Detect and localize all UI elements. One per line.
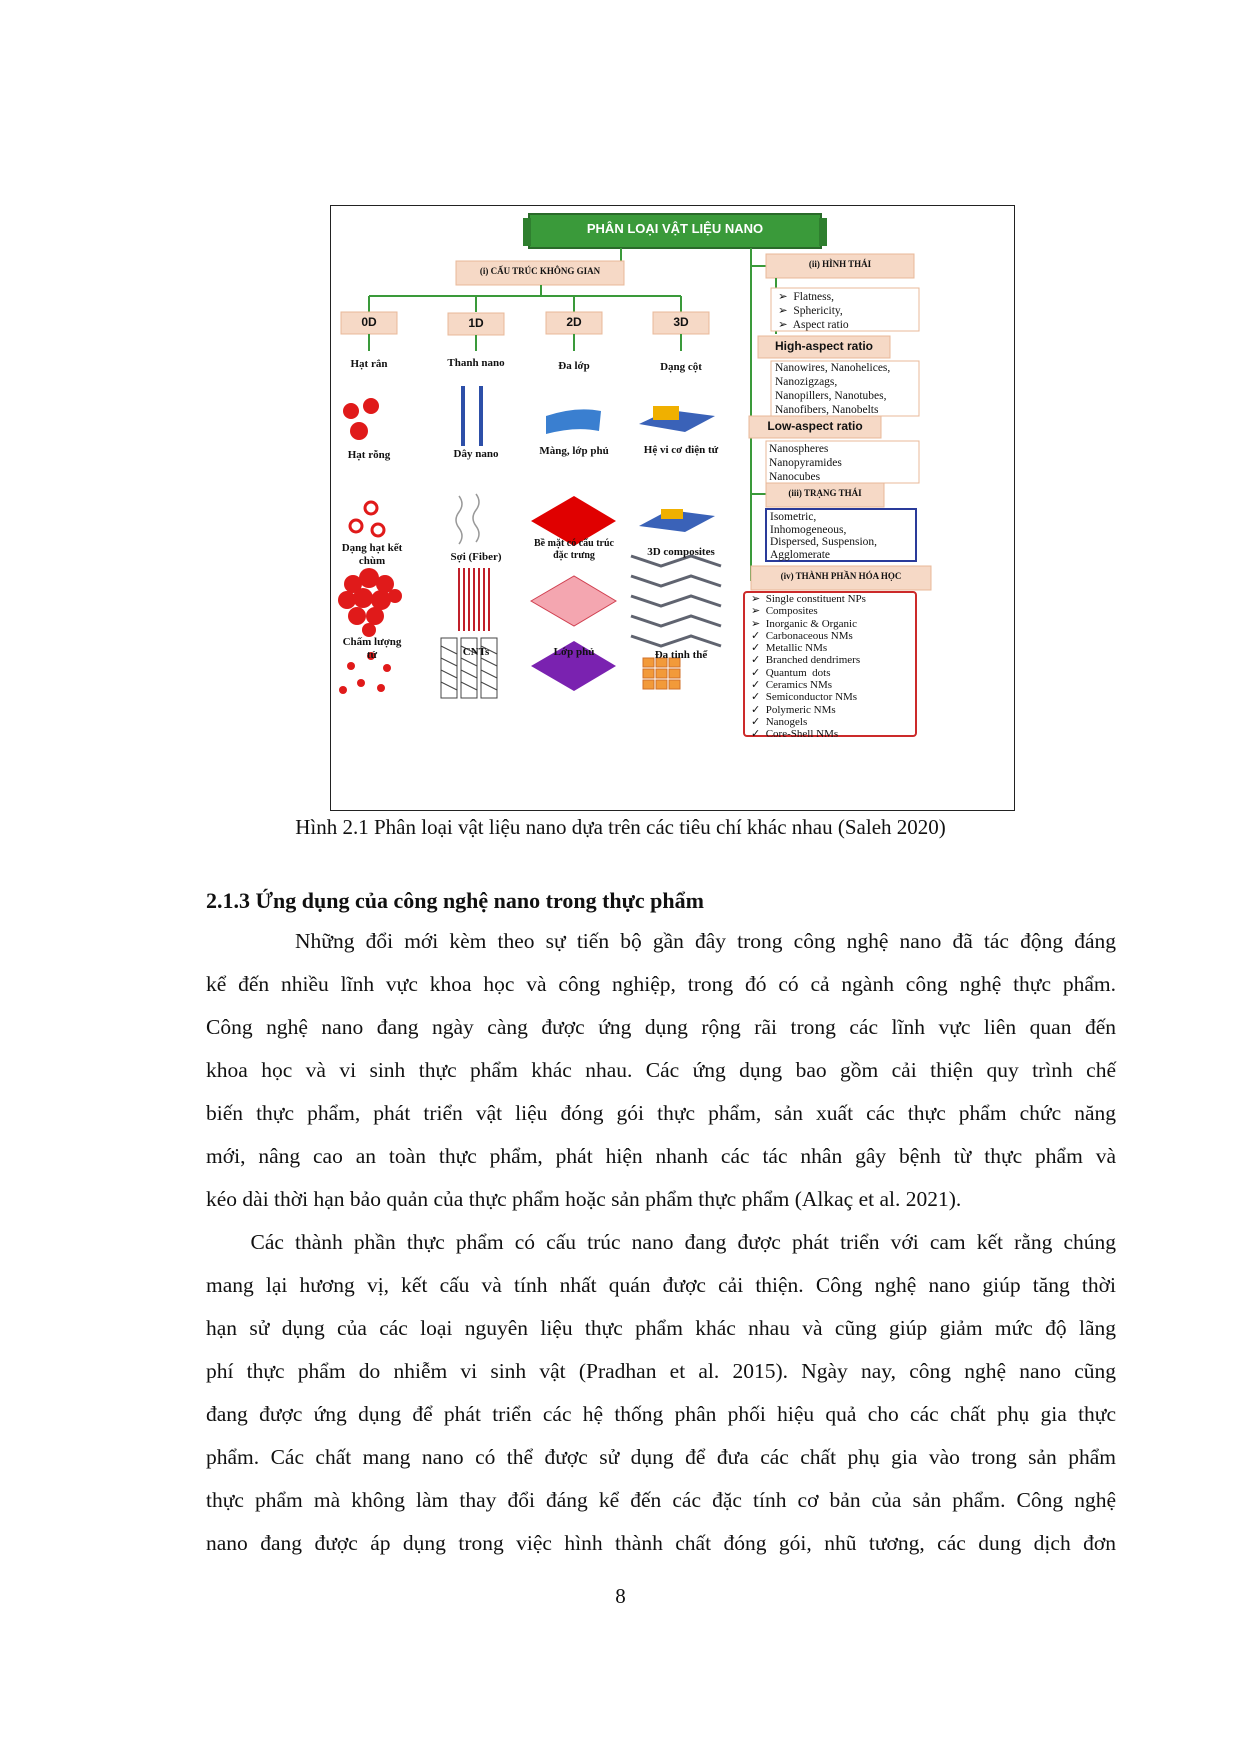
section-heading: 2.1.3 Ứng dụng của công nghệ nano trong thực phẩm [206,888,704,913]
state-items: Isometric, Inhomogeneous, Dispersed, Suspension, Agglomerate [770,511,878,561]
label-da-tinh-the: Đa tinh thể [654,649,708,661]
spatial-header: (i) CẤU TRÚC KHÔNG GIAN [479,266,601,276]
label-mang-lop-phu: Màng, lớp phủ [539,445,609,457]
label-da-lop: Đa lớp [558,360,590,372]
label-day-nano: Dây nano [453,448,499,460]
label-he-vi-co-dien-tu: Hệ vi cơ điện tử [643,444,719,456]
paragraph-2 [206,1221,1116,1565]
state-header: (iii) TRẠNG THÁI [788,488,862,498]
label-3d-composites: 3D composites [647,546,715,558]
chemical-items: ➢ Single constituent NPs ➢ Composites ➢ Inorganic & Organic ✓ Carbonaceous NMs ✓ Metallic NMs ✓ Branched dendrimers ✓ Quantum dots ✓ Ceramics NMs ✓ Semiconductor NMs ✓ Polymeric NMs ✓ Nanogels ✓ Core-Shell NMs [751,593,866,741]
label-lop-phu: Lớp phủ [553,646,595,658]
morphology-header: (ii) HÌNH THÁI [808,259,872,269]
label-hat-ran: Hạt rắn [350,358,388,370]
label-hat-rong: Hạt rỗng [347,449,391,461]
paragraph-line: biến thực phẩm, phát triển vật liệu đóng gói thực phẩm, sản xuất các thực phẩm chức năng [206,1101,1116,1125]
paragraph-line: mang lại hương vị, kết cấu và tính nhất quán được cải thiện. Công nghệ nano giúp tăng thời [206,1273,1116,1297]
paragraph-line: Các thành phần thực phẩm có cấu trúc nano đang được phát triển với cam kết rằng chúng [206,1230,1116,1254]
high-aspect-label: High-aspect ratio [774,339,873,353]
low-aspect-items: Nanospheres Nanopyramides Nanocubes [769,443,842,483]
paragraph-line: phí thực phẩm do nhiễm vi sinh vật (Pradhan et al. 2015). Ngày nay, công nghệ nano cũng [206,1359,1116,1383]
morphology-items: ➢ Flatness, ➢ Sphericity, ➢ Aspect ratio [778,291,849,331]
paragraph-line: Công nghệ nano đang ngày càng được ứng dụng rộng rãi trong các lĩnh vực liên quan đến [206,1015,1116,1039]
dim-2d: 2D [566,315,582,329]
paragraph-line: kể đến nhiều lĩnh vực khoa học và công nghiệp, trong đó có cả ngành công nghệ thực phẩm. [206,972,1116,996]
paragraph-line: khoa học và vi sinh thực phẩm khác nhau. Các ứng dụng bao gồm cải thiện quy trình chế [206,1058,1116,1082]
high-aspect-items: Nanowires, Nanohelices, Nanozigzags, Nanopillers, Nanotubes, Nanofibers, Nanobelts [775,362,891,416]
chemical-header: (iv) THÀNH PHẦN HÓA HỌC [780,571,902,581]
figure-title: PHÂN LOẠI VẬT LIỆU NANO [586,221,764,236]
label-dang-cot: Dạng cột [660,361,702,373]
dim-1d: 1D [468,316,484,330]
figure-caption: Hình 2.1 Phân loại vật liệu nano dựa trên các tiêu chí khác nhau (Saleh 2020) [295,815,946,839]
figure-graphics [331,206,1016,812]
classification-figure [330,205,1015,811]
page-number: 8 [615,1584,626,1608]
low-aspect-label: Low-aspect ratio [767,419,863,433]
label-dang-hat-ket-chum: Dạng hạt kết chùm [341,542,403,567]
paragraph-line: Những đổi mới kèm theo sự tiến bộ gần đây trong công nghệ nano đã tác động đáng [206,929,1116,953]
paragraph-line: thực phẩm mà không làm thay đổi đáng kể đến các đặc tính cơ bản của sản phẩm. Công nghệ [206,1488,1116,1512]
paragraph-line: đang được ứng dụng để phát triển các hệ thống phân phối hiệu quả cho các chất phụ gia thực [206,1402,1116,1426]
label-cnts: CNTs [462,646,490,658]
paragraph-line: hạn sử dụng của các loại nguyên liệu thực phẩm khác nhau và cũng giúp giảm mức độ lãng [206,1316,1116,1340]
paragraph-line: nano đang được áp dụng trong việc hình thành chất đóng gói, nhũ tương, các dung dịch đơn [206,1531,1116,1555]
label-soi-fiber: Sợi (Fiber) [450,551,502,563]
label-cham-luong-tu: Chấm lượng tử [342,636,402,661]
dim-0d: 0D [361,315,377,329]
label-be-mat: Bề mặt có cấu trúc đặc trưng [534,538,614,561]
dim-3d: 3D [673,315,689,329]
paragraph-line: kéo dài thời hạn bảo quản của thực phẩm hoặc sản phẩm thực phẩm (Alkaç et al. 2021). [206,1187,962,1211]
paragraph-line: phẩm. Các chất mang nano có thể được sử dụng để đưa các chất phụ gia vào trong sản phẩm [206,1445,1116,1469]
paragraph-line: mới, nâng cao an toàn thực phẩm, phát hiện nhanh các tác nhân gây bệnh từ thực phẩm và [206,1144,1116,1168]
paragraph-1 [206,920,1116,1221]
label-thanh-nano: Thanh nano [447,357,505,369]
